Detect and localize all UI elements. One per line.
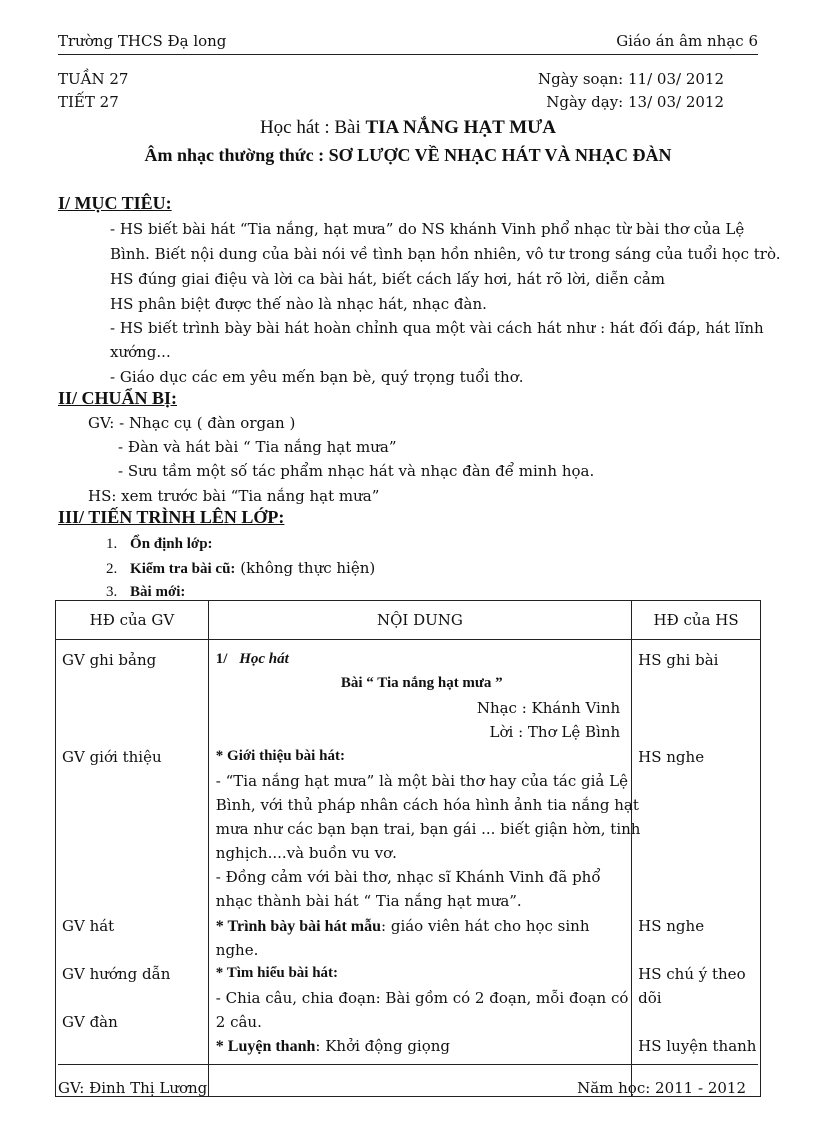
objective-line: HS phân biệt được thế nào là nhạc hát, nhạc đàn. <box>110 295 487 313</box>
hs-activity: HS nghe <box>638 917 705 935</box>
objective-line: Bình. Biết nội dung của bài nói về tình bạn hồn nhiên, vô tư trong sáng của tuổi học trò. <box>110 245 781 263</box>
content-heading-number: 1/ <box>215 651 228 667</box>
intro-heading: * Giới thiệu bài hát: <box>215 748 345 764</box>
step-number: 1. <box>106 536 118 552</box>
gv-column <box>56 640 209 1097</box>
lyrics-credit: Lời : Thơ Lệ Bình <box>489 723 621 741</box>
intro-line: nhạc thành bài hát “ Tia nắng hạt mưa”. <box>215 892 522 910</box>
header-subject: Giáo án âm nhạc 6 <box>616 32 758 50</box>
gv-activity: GV ghi bảng <box>62 651 157 669</box>
intro-line: nghịch....và buồn vu vơ. <box>215 844 397 862</box>
header-content: NỘI DUNG <box>208 601 631 640</box>
sing-demo-heading: * Trình bày bài hát mẫu <box>215 918 382 935</box>
step-number: 2. <box>106 561 118 577</box>
footer-rule <box>58 1064 758 1065</box>
objective-line: HS đúng giai điệu và lời ca bài hát, biết cách lấy hơi, hát rõ lời, diễn cảm <box>110 270 666 288</box>
lesson-title <box>0 117 816 139</box>
gv-prep-line: - Sưu tầm một số tác phẩm nhạc hát và nhạc đàn để minh họa. <box>118 462 595 480</box>
lesson-title-prefix: Học hát : Bài <box>259 117 361 138</box>
step-label: Bài mới: <box>130 584 186 600</box>
header-hs: HĐ của HS <box>632 601 761 640</box>
header-rule <box>58 54 758 55</box>
step-item <box>106 534 213 553</box>
step-item <box>106 559 375 578</box>
section-objectives-heading: I/ MỤC TIÊU: <box>58 193 172 213</box>
gv-activity: GV đàn <box>62 1013 118 1031</box>
gv-activity: GV hát <box>62 917 115 935</box>
sing-demo-text: : giáo viên hát cho học sinh <box>381 917 590 935</box>
objective-line: - HS biết trình bày bài hát hoàn chỉnh qua một vài cách hát như : hát đối đáp, hát lĩnh <box>110 319 764 337</box>
step-item <box>106 582 185 601</box>
step-label: Kiểm tra bài cũ: <box>130 561 236 577</box>
music-credit: Nhạc : Khánh Vinh <box>476 699 621 717</box>
step-label: Ổn định lớp: <box>130 536 213 552</box>
intro-line: - Đồng cảm với bài thơ, nhạc sĩ Khánh Vinh đã phổ <box>215 868 601 886</box>
objective-line: xướng... <box>110 343 171 361</box>
song-name: Bài “ Tia nắng hạt mưa ” <box>340 675 503 691</box>
gv-prep-line: - Đàn và hát bài “ Tia nắng hạt mưa” <box>118 438 397 456</box>
table-row <box>56 640 761 1097</box>
header-school: Trường THCS Đạ long <box>58 32 227 50</box>
step-number: 3. <box>106 584 118 600</box>
content-heading-title: Học hát <box>239 651 289 667</box>
sing-demo-line: nghe. <box>215 941 259 959</box>
objective-line: - Giáo dục các em yêu mến bạn bè, quý trọng tuổi thơ. <box>110 368 524 386</box>
period-label: TIẾT 27 <box>58 93 119 111</box>
warmup-text: : Khởi động giọng <box>315 1037 451 1055</box>
gv-activity: GV giới thiệu <box>62 748 162 766</box>
warmup-heading: * Luyện thanh <box>215 1038 316 1055</box>
warmup <box>216 1037 450 1056</box>
section-process-heading: III/ TIẾN TRÌNH LÊN LỚP: <box>58 507 285 527</box>
study-heading: * Tìm hiểu bài hát: <box>215 965 339 981</box>
lesson-table <box>55 600 761 1097</box>
hs-activity: HS luyện thanh <box>638 1037 757 1055</box>
table-header-row <box>56 601 761 640</box>
intro-line: mưa như các bạn bạn trai, bạn gái ... biết giận hờn, tinh <box>215 820 641 838</box>
hs-activity: dõi <box>638 989 662 1007</box>
section-preparation-heading: II/ CHUẨN BỊ: <box>58 388 178 408</box>
study-line: 2 câu. <box>215 1013 262 1031</box>
prepared-date: Ngày soạn: 11/ 03/ 2012 <box>537 70 724 88</box>
step-note: (không thực hiện) <box>240 559 376 577</box>
footer-teacher: GV: Đinh Thị Lương <box>58 1079 208 1097</box>
hs-activity: HS chú ý theo <box>638 965 746 983</box>
content-heading <box>216 651 289 668</box>
song-title: TIA NẮNG HẠT MƯA <box>365 117 557 138</box>
hs-activity: HS nghe <box>638 748 705 766</box>
hs-prep-line: HS: xem trước bài “Tia nắng hạt mưa” <box>88 487 380 505</box>
hs-activity: HS ghi bài <box>638 651 719 669</box>
hs-column <box>632 640 761 1097</box>
intro-line: - “Tia nắng hạt mưa” là một bài thơ hay của tác giả Lệ <box>215 772 628 790</box>
week-label: TUẦN 27 <box>58 70 129 88</box>
taught-date: Ngày dạy: 13/ 03/ 2012 <box>546 93 724 111</box>
content-column <box>208 640 641 1097</box>
intro-line: Bình, với thủ pháp nhân cách hóa hình ảnh tia nắng hạt <box>215 796 639 814</box>
objective-line: - HS biết bài hát “Tia nắng, hạt mưa” do NS khánh Vinh phổ nhạc từ bài thơ của Lệ <box>110 220 745 238</box>
music-appreciation-title: Âm nhạc thường thức : SƠ LƯỢC VỀ NHẠC HÁT VÀ NHẠC ĐÀN <box>144 145 672 165</box>
gv-activity: GV hướng dẫn <box>62 965 171 983</box>
header-gv: HĐ của GV <box>56 601 209 640</box>
study-line: - Chia câu, chia đoạn: Bài gồm có 2 đoạn, mỗi đoạn có <box>215 989 629 1007</box>
sing-demo <box>216 917 590 936</box>
gv-prep-line: GV: - Nhạc cụ ( đàn organ ) <box>88 414 296 432</box>
footer-year: Năm học: 2011 - 2012 <box>577 1079 746 1097</box>
